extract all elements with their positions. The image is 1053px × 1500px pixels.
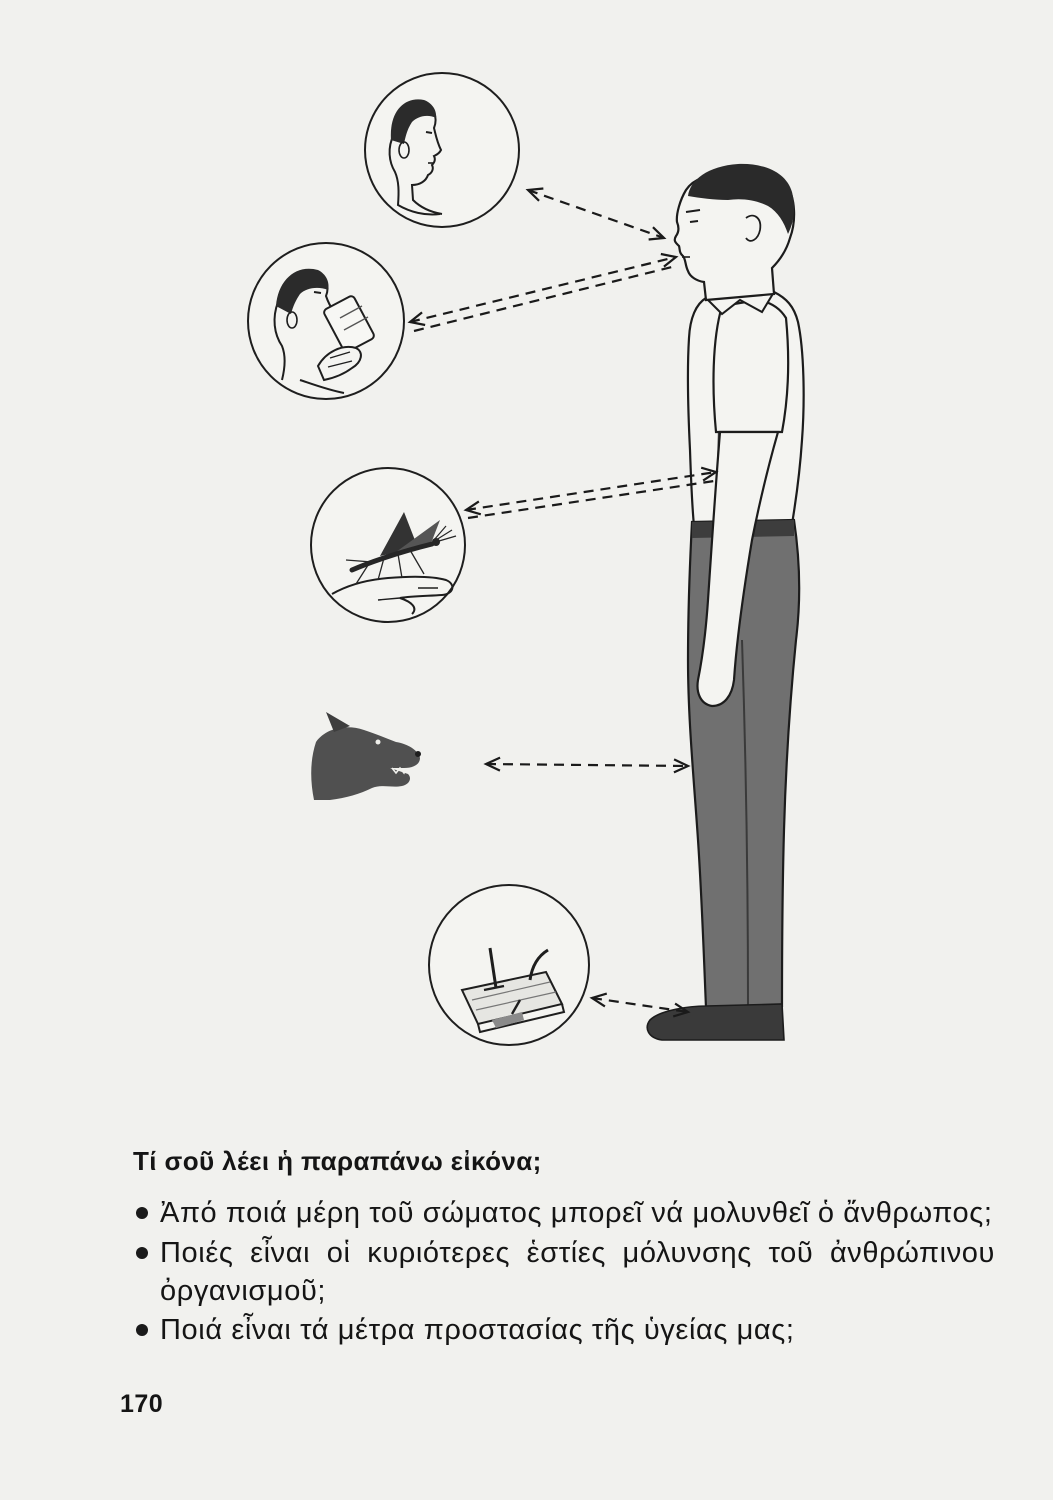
dog-nose xyxy=(415,751,421,757)
arrows xyxy=(410,189,716,1017)
eye xyxy=(426,132,432,133)
drinking-person-icon xyxy=(248,243,404,399)
page-number: 170 xyxy=(120,1390,164,1418)
eye xyxy=(314,292,321,293)
question-line: Ἀπό ποιά μέρη τοῦ σώματος μπορεῖ νά μολυνθεῖ ὁ ἄνθρωπος; xyxy=(160,1197,993,1229)
arrow-dog xyxy=(486,764,688,766)
arrowhead xyxy=(410,312,425,325)
insect-on-hand-icon xyxy=(311,468,465,622)
question-text xyxy=(160,1194,1016,1232)
eye xyxy=(690,221,698,222)
standing-man-icon xyxy=(647,164,803,1040)
arrow-insect xyxy=(466,472,716,510)
dog-eye xyxy=(376,740,381,745)
question-item xyxy=(136,1194,1016,1232)
insect-head xyxy=(432,538,440,546)
shirt-sleeve xyxy=(714,300,789,432)
bullet-icon xyxy=(136,1207,148,1219)
bullet-icon xyxy=(136,1247,148,1259)
question-item xyxy=(136,1234,1016,1310)
question-text xyxy=(160,1234,1016,1310)
arrow-breathing xyxy=(528,190,664,238)
question-line: Ποιές εἶναι οἱ κυριότερες ἑστίες μόλυνσης τοῦ ἀνθρώπινου xyxy=(160,1237,995,1269)
question-line: ὀργανισμοῦ; xyxy=(160,1275,327,1307)
arrow-drinking xyxy=(410,257,676,322)
nail-board-icon xyxy=(429,885,589,1045)
question-line: Ποιά εἶναι τά μέτρα προστασίας τῆς ὑγείας μας; xyxy=(160,1314,795,1346)
dog-head xyxy=(311,727,420,800)
question-item xyxy=(136,1311,1016,1349)
dog-head-icon xyxy=(311,712,421,800)
breathing-face-icon xyxy=(365,73,519,227)
exercise-title: Τί σοῦ λέει ἡ παραπάνω εἰκόνα; xyxy=(133,1146,542,1176)
arrowhead xyxy=(649,227,664,239)
arrow-drinking-second xyxy=(414,266,676,331)
arrow-insect-second xyxy=(468,481,714,518)
question-text xyxy=(160,1311,1016,1349)
arrowhead xyxy=(528,189,543,201)
bullet-icon xyxy=(136,1324,148,1336)
